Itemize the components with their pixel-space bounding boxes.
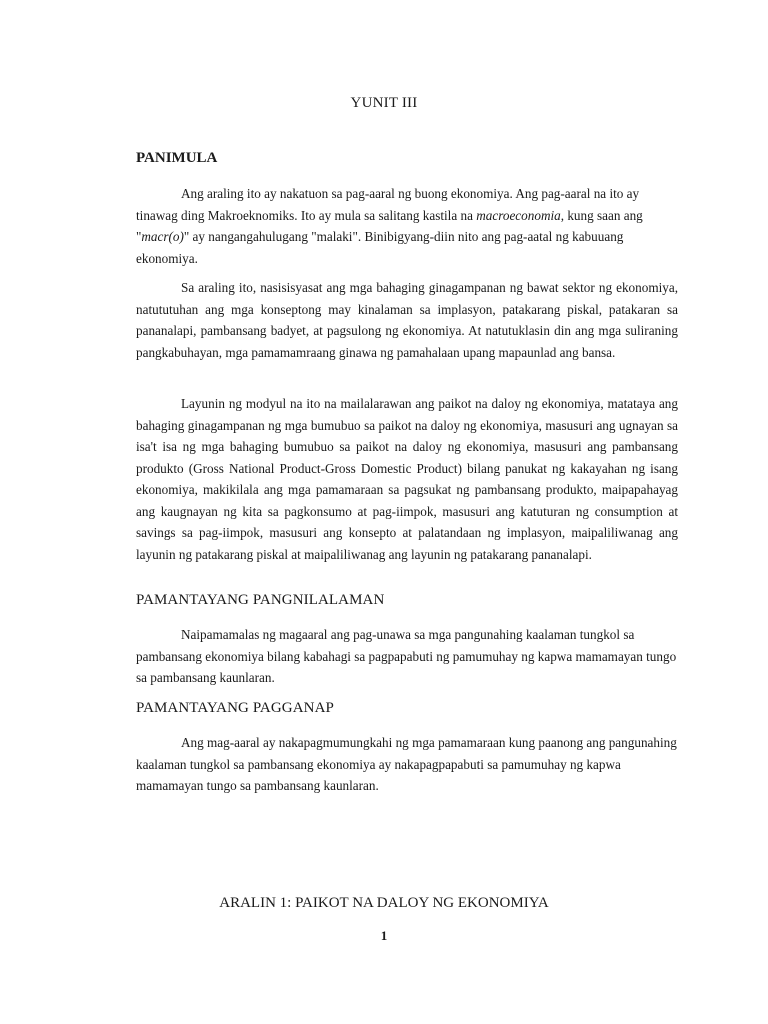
intro-p1-text-b: , kung saan ang " bbox=[136, 207, 643, 244]
content-standard-text: Naipamamalas ng magaaral ang pag-unawa sa mga pangunahing kaalaman tungkol sa pambansang ekonomiya bilang kabahagi sa pagpapabuti ng pamumuhay ng kapwa mamamayan tungo sa pambansang kaunlaran. bbox=[136, 627, 677, 685]
performance-standard-paragraph bbox=[136, 732, 678, 797]
unit-title: YUNIT III bbox=[350, 95, 418, 111]
intro-p1-italic-2: macr(o) bbox=[141, 229, 184, 244]
page-number: 1 bbox=[380, 928, 388, 943]
intro-p3-text: Layunin ng modyul na ito na mailalarawan ang paikot na daloy ng ekonomiya, matataya ang bahaging ginagampanan ng mga bumubuo sa paikot na daloy ng ekonomiya, masusuri ang ugnayan sa isa't isa ng mga bahaging bumubuo sa paikot na daloy ng ekonomiya, masusuri ang pambansang produkto (Gross National Product-Gross Domestic Product) bilang panukat ng kakayahan ng isang ekonomiya, makikilala ang mga pamamaraan sa pagsukat ng pambansang produkto, maipapahayag ang kaugnayan ng kita sa pagkonsumo at pag-iimpok, masusuri ang katuturan ng consumption at savings sa pag-iimpok, masusuri ang konsepto at palatandaan ng implasyon, maipaliliwanag ang layunin ng patakarang piskal at maipaliliwanag ang layunin ng patakarang pananalapi. bbox=[136, 396, 678, 562]
intro-paragraph-2 bbox=[136, 277, 678, 363]
performance-standard-heading: PAMANTAYANG PAGGANAP bbox=[136, 700, 334, 716]
intro-heading: PANIMULA bbox=[136, 150, 218, 166]
content-standard-paragraph bbox=[136, 624, 678, 689]
intro-paragraph-3 bbox=[136, 393, 678, 565]
intro-p1-text-a: Ang araling ito ay nakatuon sa pag-aaral ng buong ekonomiya. Ang pag-aaral na ito ay tinawag ding Makroeknomiks. Ito ay mula sa salitang kastila na bbox=[136, 186, 640, 223]
content-standard-heading: PAMANTAYANG PANGNILALAMAN bbox=[136, 592, 385, 608]
intro-p1-text-c: " ay nangangahulugang "malaki". Binibigyang-diin nito ang pag-aatal ng kabuuang ekonomiya. bbox=[136, 229, 624, 266]
performance-standard-text: Ang mag-aaral ay nakapagmumungkahi ng mga pamamaraan kung paanong ang pangunahing kaalaman tungkol sa pambansang ekonomiya ay nakapagpapabuti sa pamumuhay ng kapwa mamamayan tungo sa pambansang kaunlaran. bbox=[136, 735, 677, 793]
intro-p2-text: Sa araling ito, nasisisyasat ang mga bahaging ginagampanan ng bawat sektor ng ekonomiya, natututuhan ang mga konseptong may kinalaman sa implasyon, patakarang piskal, patakaran sa pananalapi, pambansang badyet, at pagsulong ng ekonomiya. At natutuklasin din ang mga suliraning pangkabuhayan, mga pamamamraang ginawa ng pamahalaan upang mapaunlad ang bansa. bbox=[136, 280, 678, 360]
lesson-title: ARALIN 1: PAIKOT NA DALOY NG EKONOMIYA bbox=[219, 895, 549, 911]
intro-p1-italic-1: macroeconomia bbox=[476, 207, 561, 223]
intro-paragraph-1 bbox=[136, 183, 678, 269]
